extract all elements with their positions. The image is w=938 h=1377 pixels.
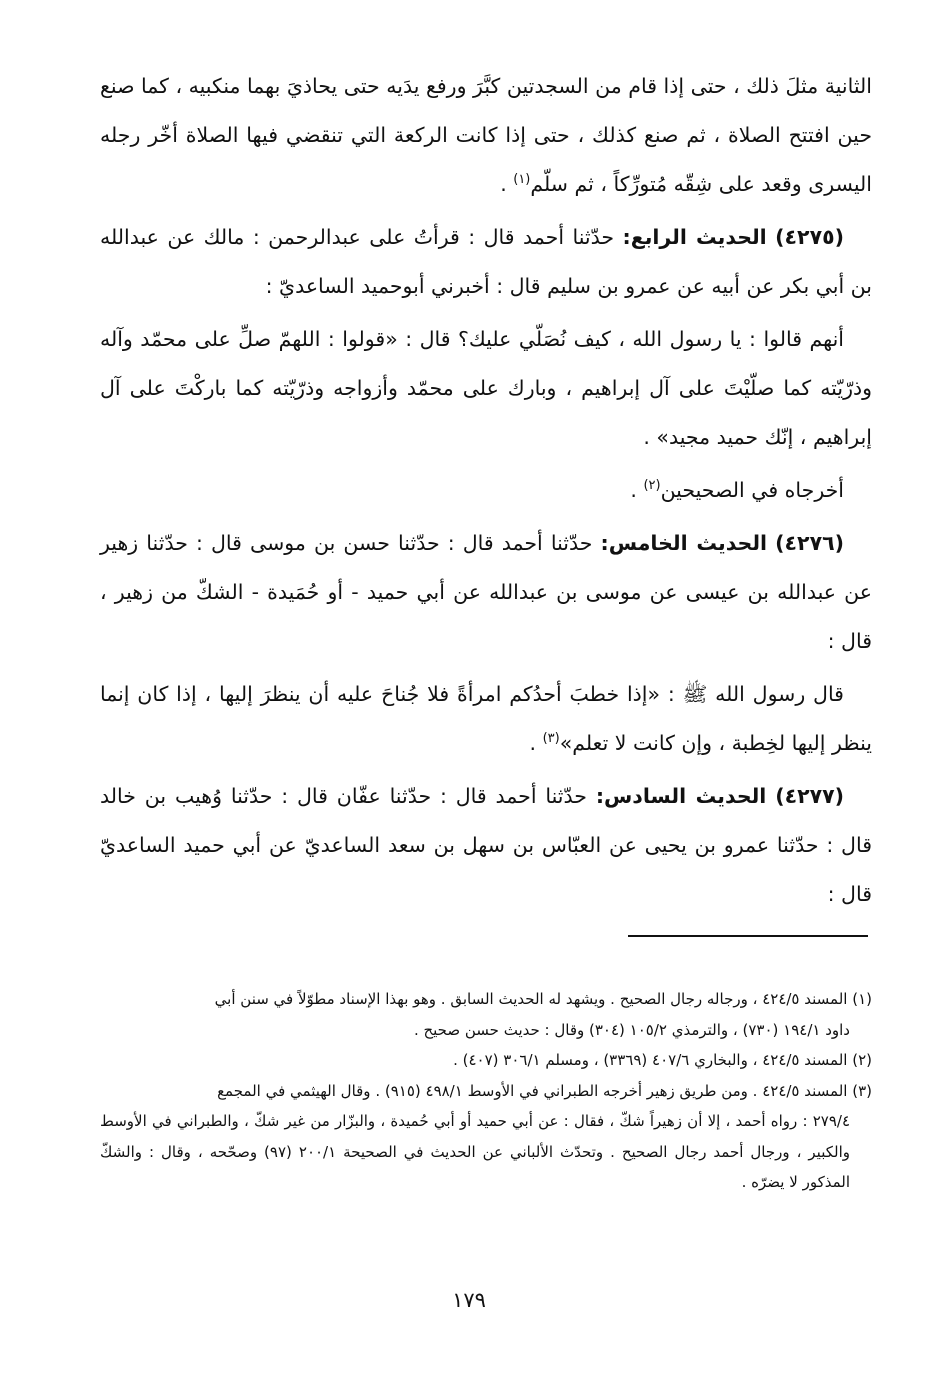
paragraph-3 — [100, 315, 872, 462]
hadith-4277-number: (٤٢٧٧) — [775, 784, 844, 808]
paragraph-6-end: . — [529, 731, 543, 755]
footnote-1-text: المسند ٤٢٤/٥ ، ورجاله رجال الصحيح . ويشهد له الحديث السابق . وهو بهذا الإسناد مطوّلاً في سنن أبي — [214, 990, 853, 1008]
page-number: ١٧٩ — [452, 1288, 486, 1312]
hadith-4275-number: (٤٢٧٥) — [775, 225, 844, 249]
paragraph-6 — [100, 670, 872, 768]
footnote-1-continuation: داود ١٩٤/١ (٧٣٠) ، والترمذي ١٠٥/٢ (٣٠٤) وقال : حديث حسن صحيح . — [413, 1020, 850, 1039]
hadith-4277-text: حدّثنا أحمد قال : حدّثنا عفّان قال : حدّثنا وُهيب بن خالد قال : حدّثنا عمرو بن يحيى عن العبّاس بن سهل بن سعد الساعديّ عن أبي حميد الساعديّ قال : — [100, 784, 872, 906]
paragraph-4 — [100, 466, 872, 515]
hadith-4277-title: الحديث السادس: — [595, 784, 767, 808]
footnote-1 — [100, 984, 872, 1045]
footnote-3-continuation: ٢٧٩/٤ : رواه أحمد ، إلا أن زهيراً شكّ ، فقال : عن أبي حميد أو أبي حُميدة ، والبزّار من غير شكّ ، والطبراني في الأوسط والكبير ، ورجال أحمد رجال الصحيح . وتحدّث الألباني عن الحديث في الصحيحة ٢٠٠/١ (٩٧) وصحّحه ، وقال : والشكّ المذكور لا يضرّه . — [100, 1112, 851, 1191]
hadith-4276-title: الحديث الخامس: — [600, 531, 768, 555]
footnote-3-text: المسند ٤٢٤/٥ . ومن طريق زهير أخرجه الطبراني في الأوسط ٤٩٨/١ (٩١٥) . وقال الهيثمي في المجمع — [217, 1081, 853, 1100]
footnote-3 — [100, 1076, 872, 1198]
hadith-4275-title: الحديث الرابع: — [622, 225, 767, 249]
main-text — [100, 62, 872, 923]
footnote-2-number: (٢) — [852, 1051, 872, 1069]
hadith-4275-text: حدّثنا أحمد قال : قرأتُ على عبدالرحمن : مالك عن عبدالله بن أبي بكر عن أبيه عن عمرو بن سليم قال : أخبرني أبوحميد الساعديّ : — [100, 225, 872, 298]
paragraph-6-text: قال رسول الله ﷺ : «إذا خطبَ أحدُكم امرأةً فلا جُناحَ عليه أن ينظرَ إليها ، إذا كان إنما ينظر إليها لخِطبة ، وإن كانت لا تعلم» — [100, 682, 872, 755]
footnote-ref-1[interactable]: (١) — [513, 172, 531, 188]
paragraph-1 — [100, 62, 872, 209]
footnote-separator — [628, 935, 868, 937]
hadith-4276-number: (٤٢٧٦) — [775, 531, 844, 555]
paragraph-1-text: الثانية مثلَ ذلك ، حتى إذا قام من السجدتين كبَّرَ ورفع يدَيه حتى يحاذيَ بهما منكبيه ، كما صنع حين افتتح الصلاة ، ثم صنع كذلك ، حتى إذا كانت الركعة التي تنقضي فيها الصلاة أخّر رجله اليسرى وقعد على شِقّه مُتورِّكاً ، ثم سلّم — [100, 74, 872, 196]
paragraph-3-text: أنهم قالوا : يا رسول الله ، كيف نُصَلّي عليك؟ قال : «قولوا : اللهمّ صلِّ على محمّد وآله وذرّيّته كما صلّيْتَ على آل إبراهيم ، وبارك على محمّد وأزواجه وذرّيّته كما باركْتَ على آل إبراهيم ، إنّك حميد مجيد» . — [100, 327, 872, 449]
footnote-1-number: (١) — [852, 990, 872, 1008]
paragraph-4-text: أخرجاه في الصحيحين — [660, 478, 844, 502]
footnote-3-number: (٣) — [852, 1081, 872, 1100]
hadith-4276 — [100, 519, 872, 666]
footnote-ref-2[interactable]: (٢) — [643, 478, 661, 494]
footnote-2-text: المسند ٤٢٤/٥ ، والبخاري ٤٠٧/٦ (٣٣٦٩) ، ومسلم ٣٠٦/١ (٤٠٧) . — [453, 1051, 853, 1069]
hadith-4276-text: حدّثنا أحمد قال : حدّثنا حسن بن موسى قال : حدّثنا زهير عن عبدالله بن عيسى عن موسى بن عبدالله عن أبي حميد - أو حُمَيدة - الشكّ من زهير ، قال : — [100, 531, 872, 653]
footnote-ref-3[interactable]: (٣) — [542, 731, 560, 747]
hadith-4277 — [100, 772, 872, 919]
hadith-4275 — [100, 213, 872, 311]
footnote-2 — [100, 1045, 872, 1076]
paragraph-1-end: . — [500, 172, 514, 196]
footnotes — [100, 984, 872, 1198]
paragraph-4-end: . — [630, 478, 644, 502]
